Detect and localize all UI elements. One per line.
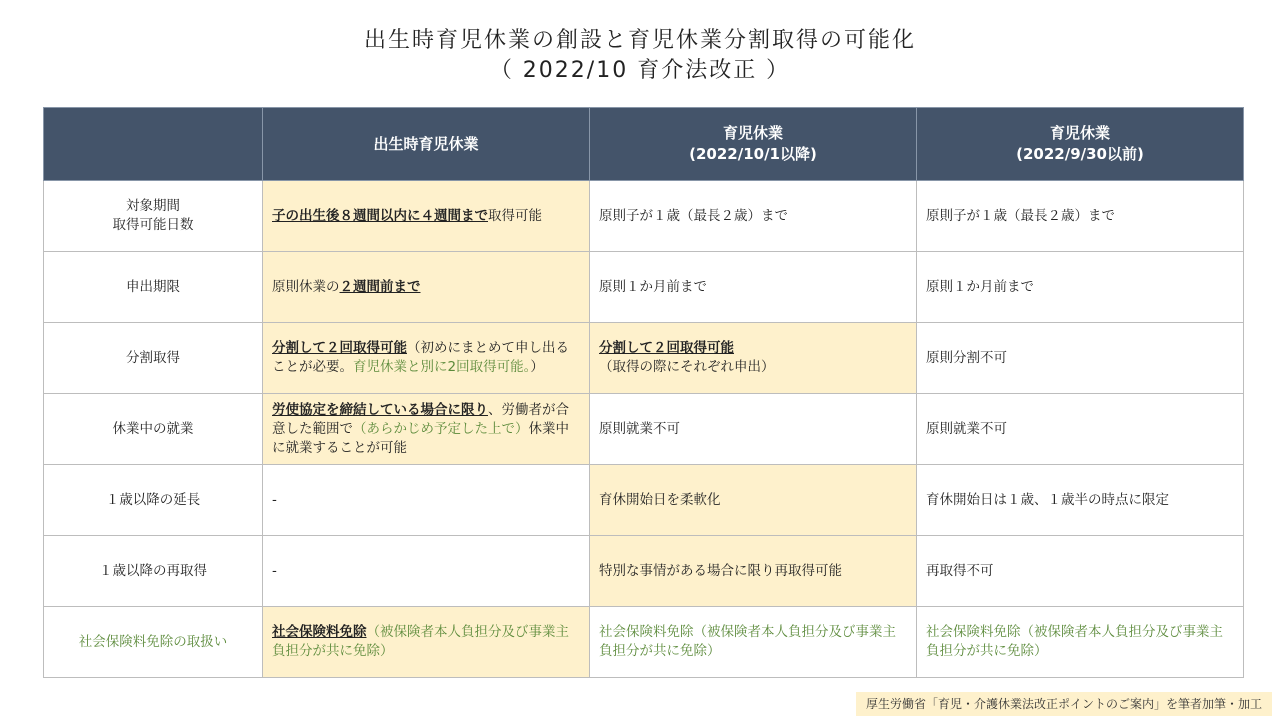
- row-label-reacquire: １歳以降の再取得: [44, 536, 263, 607]
- cell-tail-text: ）: [530, 359, 544, 375]
- cell-after-work: 原則就業不可: [590, 394, 917, 465]
- cell-after-reacquire: 特別な事情がある場合に限り再取得可能: [590, 536, 917, 607]
- table-row: [44, 607, 1244, 678]
- header-empty-cell: [44, 108, 263, 181]
- row-label-insurance: 社会保険料免除の取扱い: [44, 607, 263, 678]
- cell-text: （初めにまとめて申し出ることが必要。: [272, 340, 569, 375]
- header-leave-before-line2: (2022/9/30以前): [1016, 145, 1144, 163]
- table-header-row: [44, 108, 1244, 181]
- cell-strong-text: 労使協定を締結している場合に限り: [272, 401, 488, 418]
- cell-strong-text: 分割して２回取得可能: [599, 340, 734, 356]
- table-row: [44, 252, 1244, 323]
- source-credit: 厚生労働省「育児・介護休業法改正ポイントのご案内」を筆者加筆・加工: [856, 692, 1272, 716]
- cell-green-text: 育児休業と別に2回取得可能。: [353, 359, 531, 375]
- cell-after-insurance: 社会保険料免除（被保険者本人負担分及び事業主負担分が共に免除）: [590, 607, 917, 678]
- cell-tail-text: 休業中に就業することが可能: [272, 420, 569, 456]
- table-row: [44, 323, 1244, 394]
- header-leave-before-line1: 育児休業: [1049, 124, 1110, 142]
- header-leave-after-line1: 育児休業: [722, 124, 783, 142]
- cell-birth-work: [263, 394, 590, 465]
- cell-birth-insurance: [263, 607, 590, 678]
- cell-birth-period: [263, 181, 590, 252]
- cell-before-extension: 育休開始日は１歳、１歳半の時点に限定: [917, 465, 1244, 536]
- cell-birth-deadline: [263, 252, 590, 323]
- cell-before-insurance: 社会保険料免除（被保険者本人負担分及び事業主負担分が共に免除）: [917, 607, 1244, 678]
- cell-strong-text: ２週間前まで: [339, 278, 421, 295]
- cell-text: 、労働者が合意した範囲で: [272, 401, 569, 437]
- comparison-table: [43, 107, 1244, 678]
- cell-after-split: [590, 323, 917, 394]
- cell-green-text: （あらかじめ予定した上で）: [353, 420, 529, 437]
- header-birth-leave: 出生時育児休業: [263, 108, 590, 181]
- cell-text: 原則休業の: [272, 278, 340, 295]
- title-line-1: 出生時育児休業の創設と育児休業分割取得の可能化: [363, 28, 916, 53]
- cell-before-period: 原則子が１歳（最長２歳）まで: [917, 181, 1244, 252]
- header-leave-before: [917, 108, 1244, 181]
- cell-birth-extension: -: [263, 465, 590, 536]
- cell-strong-text: 社会保険料免除: [272, 624, 367, 640]
- row-label-deadline: 申出期限: [44, 252, 263, 323]
- cell-before-work: 原則就業不可: [917, 394, 1244, 465]
- cell-text: （取得の際にそれぞれ申出）: [599, 359, 775, 375]
- row-label-extension: １歳以降の延長: [44, 465, 263, 536]
- cell-birth-reacquire: -: [263, 536, 590, 607]
- cell-before-split: 原則分割不可: [917, 323, 1244, 394]
- cell-green-text: （被保険者本人負担分及び事業主負担分が共に免除）: [272, 624, 569, 659]
- page-title: [0, 26, 1280, 86]
- table-row: [44, 536, 1244, 607]
- row-label-split: 分割取得: [44, 323, 263, 394]
- row-label-line1: 対象期間: [126, 198, 180, 214]
- table-row: [44, 181, 1244, 252]
- row-label-work: 休業中の就業: [44, 394, 263, 465]
- cell-after-deadline: 原則１か月前まで: [590, 252, 917, 323]
- table-row: [44, 465, 1244, 536]
- cell-after-period: 原則子が１歳（最長２歳）まで: [590, 181, 917, 252]
- title-line-2: （ 2022/10 育介法改正 ）: [489, 58, 791, 83]
- row-label-line2: 取得可能日数: [112, 217, 194, 233]
- cell-before-deadline: 原則１か月前まで: [917, 252, 1244, 323]
- cell-after-extension: 育休開始日を柔軟化: [590, 465, 917, 536]
- header-leave-after: [590, 108, 917, 181]
- cell-strong-text: 分割して２回取得可能: [272, 340, 407, 356]
- table-row: [44, 394, 1244, 465]
- cell-strong-text: 子の出生後８週間以内に４週間まで: [272, 207, 488, 224]
- cell-before-reacquire: 再取得不可: [917, 536, 1244, 607]
- cell-text: 取得可能: [488, 207, 542, 224]
- header-leave-after-line2: (2022/10/1以降): [689, 145, 817, 163]
- row-label-period: [44, 181, 263, 252]
- cell-birth-split: [263, 323, 590, 394]
